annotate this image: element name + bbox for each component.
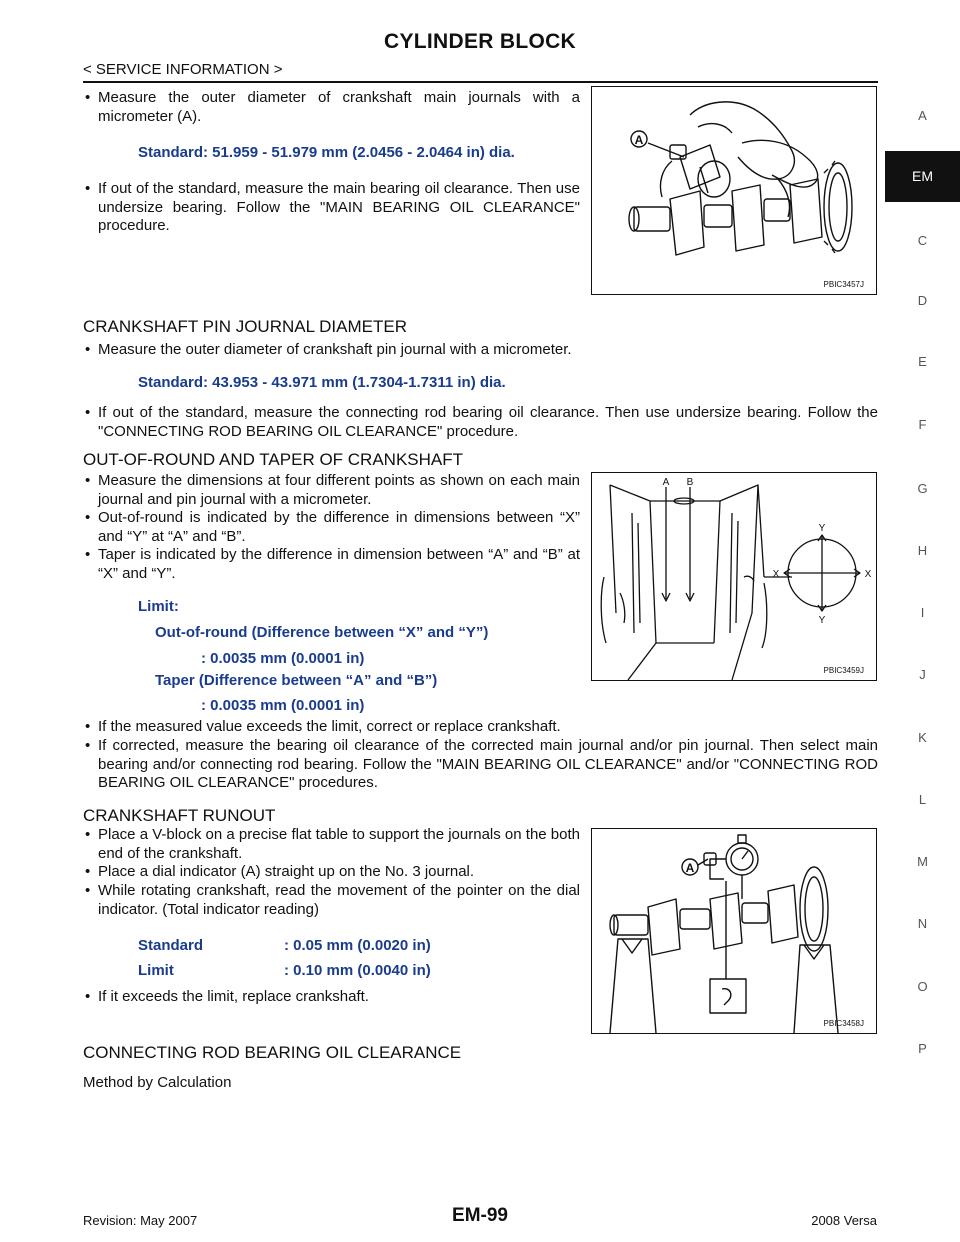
side-index-j[interactable]: J xyxy=(919,667,926,682)
footer-page-number: EM-99 xyxy=(452,1205,508,1226)
side-index-c[interactable]: C xyxy=(917,233,928,248)
page-title: CYLINDER BLOCK xyxy=(383,30,577,53)
out-of-round-taper-label: Taper (Difference between “A” and “B”) xyxy=(155,672,438,689)
figure-label-b: B xyxy=(686,477,694,488)
rod-bearing-heading: CONNECTING ROD BEARING OIL CLEARANCE xyxy=(83,1043,462,1062)
out-of-round-bullet-3: • Taper is indicated by the difference in dimension between “A” and “B” at “X” and “Y”. xyxy=(83,546,580,583)
out-of-round-bullet-2: • Out-of-round is indicated by the difference in dimensions between “X” and “Y” at “A” and “B”. xyxy=(83,509,580,546)
side-index-k[interactable]: K xyxy=(918,730,927,745)
footer-model: 2008 Versa xyxy=(811,1213,877,1228)
runout-bullet-2: • Place a dial indicator (A) straight up on the No. 3 journal. xyxy=(83,863,580,882)
main-journal-standard: Standard: 51.959 - 51.979 mm (2.0456 - 2.0464 in) dia. xyxy=(138,144,515,161)
side-index-i[interactable]: I xyxy=(920,605,925,620)
figure-label-a: A xyxy=(634,133,644,147)
rod-bearing-subheading: Method by Calculation xyxy=(83,1074,232,1091)
runout-limit-label: Limit xyxy=(138,962,174,979)
pin-journal-bullet-1: • Measure the outer diameter of crankshaft pin journal with a micrometer. xyxy=(83,341,878,360)
main-journal-bullet-2: • If out of the standard, measure the main bearing oil clearance. Then use undersize bearing. Follow the "MAIN BEARING OIL CLEARANCE" procedure. xyxy=(83,180,580,236)
figure-code: PBIC3457J xyxy=(823,280,864,289)
out-of-round-heading: OUT-OF-ROUND AND TAPER OF CRANKSHAFT xyxy=(83,450,464,469)
side-index-n[interactable]: N xyxy=(917,916,928,931)
runout-bullet-3: • While rotating crankshaft, read the movement of the pointer on the dial indicator. (Total indicator reading) xyxy=(83,882,580,919)
side-index-em-active[interactable]: EM xyxy=(885,151,960,202)
side-index-e[interactable]: E xyxy=(918,354,927,369)
side-index-o[interactable]: O xyxy=(917,979,928,994)
micrometer-figure xyxy=(591,86,877,295)
runout-heading: CRANKSHAFT RUNOUT xyxy=(83,806,276,825)
runout-standard-label: Standard xyxy=(138,937,204,954)
header-divider xyxy=(83,81,878,83)
side-index-m[interactable]: M xyxy=(917,854,928,869)
out-of-round-bullet-4: • If the measured value exceeds the limit, correct or replace crankshaft. xyxy=(83,718,878,737)
side-index-p[interactable]: P xyxy=(918,1041,927,1056)
runout-figure xyxy=(591,828,877,1034)
side-index-d[interactable]: D xyxy=(917,293,928,308)
figure-label-y-bottom: Y xyxy=(818,615,826,626)
measurement-points-illustration xyxy=(592,473,876,680)
figure-label-x-left: X xyxy=(772,569,780,580)
side-index-l[interactable]: L xyxy=(918,792,927,807)
runout-bullet-1: • Place a V-block on a precise flat table to support the journals on the both end of the crankshaft. xyxy=(83,826,580,863)
main-journal-bullet-1: • Measure the outer diameter of crankshaft main journals with a micrometer (A). xyxy=(83,89,580,126)
side-index-h[interactable]: H xyxy=(917,543,928,558)
figure-label-a: A xyxy=(685,861,695,875)
figure-label-y-top: Y xyxy=(818,523,826,534)
pin-journal-bullet-2: • If out of the standard, measure the connecting rod bearing oil clearance. Then use undersize bearing. Follow the "CONNECTING ROD BEARING OIL CLEARANCE" procedure. xyxy=(83,404,878,441)
side-index-f[interactable]: F xyxy=(918,417,927,432)
runout-limit-value: : 0.10 mm (0.0040 in) xyxy=(284,962,431,979)
micrometer-illustration xyxy=(592,87,876,294)
out-of-round-oor-value: : 0.0035 mm (0.0001 in) xyxy=(201,650,365,667)
pin-journal-heading: CRANKSHAFT PIN JOURNAL DIAMETER xyxy=(83,317,407,336)
out-of-round-limit-label: Limit: xyxy=(138,598,179,615)
runout-bullet-4: • If it exceeds the limit, replace crankshaft. xyxy=(83,988,580,1007)
out-of-round-bullet-5: • If corrected, measure the bearing oil clearance of the corrected main journal and/or pin journal. Then select main bearing and/or connecting rod bearing. Follow the "MAIN BEARING OIL CLEARANCE" and/or "CONNECTING ROD BEARING OIL CLEARANCE" procedures. xyxy=(83,737,878,793)
out-of-round-taper-value: : 0.0035 mm (0.0001 in) xyxy=(201,697,365,714)
section-label: < SERVICE INFORMATION > xyxy=(83,61,283,78)
side-index-a[interactable]: A xyxy=(918,108,927,123)
figure-code: PBIC3459J xyxy=(823,666,864,675)
figure-label-x-right: X xyxy=(864,569,872,580)
runout-standard-value: : 0.05 mm (0.0020 in) xyxy=(284,937,431,954)
figure-label-a: A xyxy=(662,477,670,488)
side-index-g[interactable]: G xyxy=(917,481,928,496)
out-of-round-bullet-1: • Measure the dimensions at four different points as shown on each main journal and pin journal with a micrometer. xyxy=(83,472,580,509)
out-of-round-oor-label: Out-of-round (Difference between “X” and “Y”) xyxy=(155,624,489,641)
figure-code: PBIC3458J xyxy=(823,1019,864,1028)
runout-illustration xyxy=(592,829,876,1033)
footer-revision: Revision: May 2007 xyxy=(83,1213,198,1228)
pin-journal-standard: Standard: 43.953 - 43.971 mm (1.7304-1.7311 in) dia. xyxy=(138,374,506,391)
measurement-points-figure xyxy=(591,472,877,681)
